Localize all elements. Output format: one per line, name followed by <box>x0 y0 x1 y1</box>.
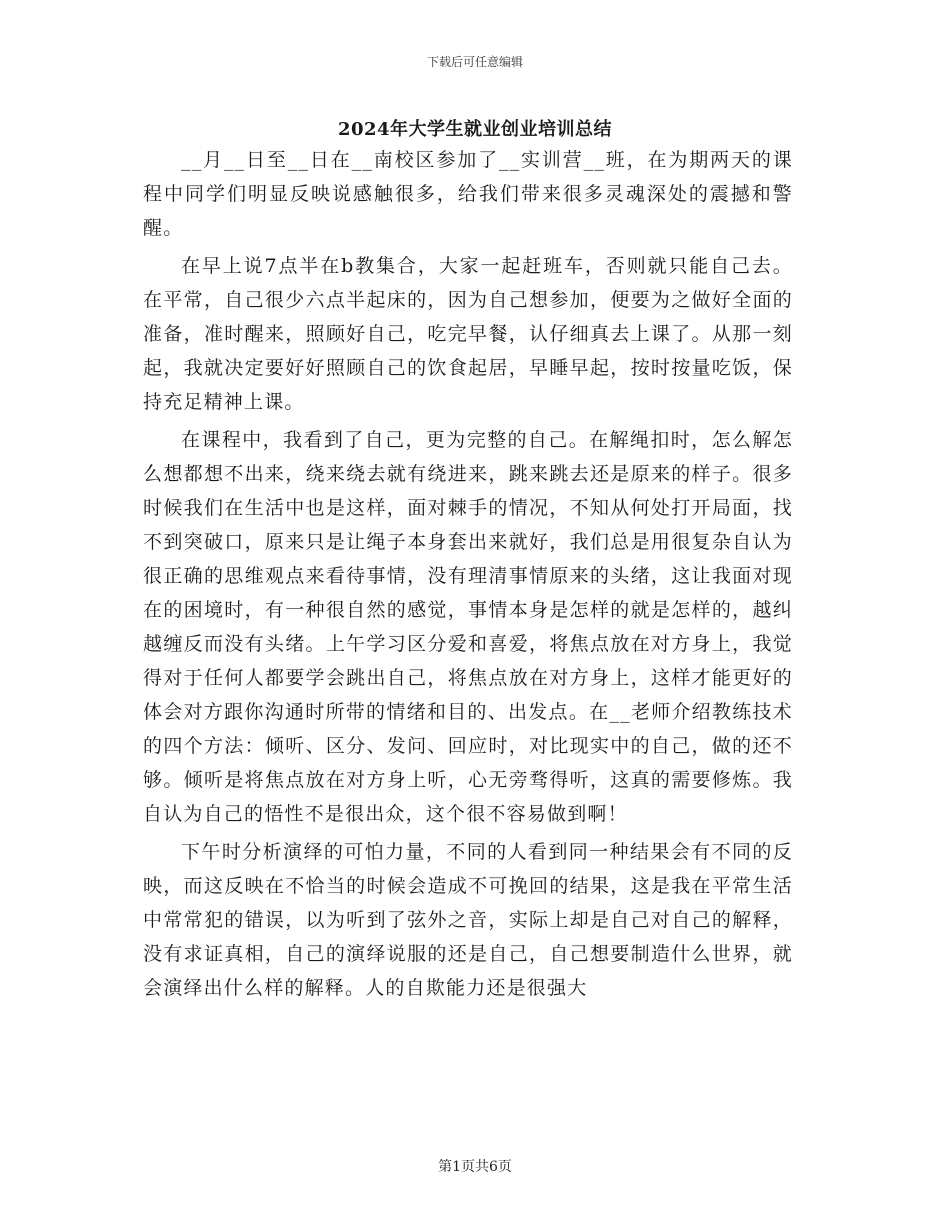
document-body <box>143 143 793 1009</box>
paragraph-3: 在课程中，我看到了自己，更为完整的自己。在解绳扣时，怎么解怎么想都想不出来，绕来绕去就有绕进来，跳来跳去还是原来的样子。很多时候我们在生活中也是这样，面对棘手的情况，不知从何处打开局面，找不到突破口，原来只是让绳子本身套出来就好，我们总是用很复杂自认为很正确的思维观点来看待事情，没有理清事情原来的头绪，这让我面对现在的困境时，有一种很自然的感觉，事情本身是怎样的就是怎样的，越纠越缠反而没有头绪。上午学习区分爱和喜爱，将焦点放在对方身上，我觉得对于任何人都要学会跳出自己，将焦点放在对方身上，这样才能更好的体会对方跟你沟通时所带的情绪和目的、出发点。在__老师介绍教练技术的四个方法：倾听、区分、发问、回应时，对比现实中的自己，做的还不够。倾听是将焦点放在对方身上听，心无旁骛得听，这真的需要修炼。我自认为自己的悟性不是很出众，这个很不容易做到啊！ <box>143 429 793 825</box>
paragraph-2: 在早上说7点半在b教集合，大家一起赶班车，否则就只能自己去。在平常，自己很少六点半起床的，因为自己想参加，便要为之做好全面的准备，准时醒来，照顾好自己，吃完早餐，认仔细真去上课了。从那一刻起，我就决定要好好照顾自己的饮食起居，早睡早起，按时按量吃饭，保持充足精神上课。 <box>143 255 793 413</box>
document-title: 2024年大学生就业创业培训总结 <box>337 119 613 140</box>
page-number: 第1页共6页 <box>438 1159 512 1175</box>
paragraph-4: 下午时分析演绎的可怕力量，不同的人看到同一种结果会有不同的反映，而这反映在不恰当的时候会造成不可挽回的结果，这是我在平常生活中常常犯的错误，以为听到了弦外之音，实际上却是自己对自己的解释，没有求证真相，自己的演绎说服的还是自己，自己想要制造什么世界，就会演绎出什么样的解释。人的自欺能力还是很强大 <box>143 841 793 999</box>
paragraph-1: __月__日至__日在__南校区参加了__实训营__班，在为期两天的课程中同学们明显反映说感触很多，给我们带来很多灵魂深处的震撼和警醒。 <box>143 149 793 239</box>
page-header-note: 下载后可任意编辑 <box>426 55 523 69</box>
